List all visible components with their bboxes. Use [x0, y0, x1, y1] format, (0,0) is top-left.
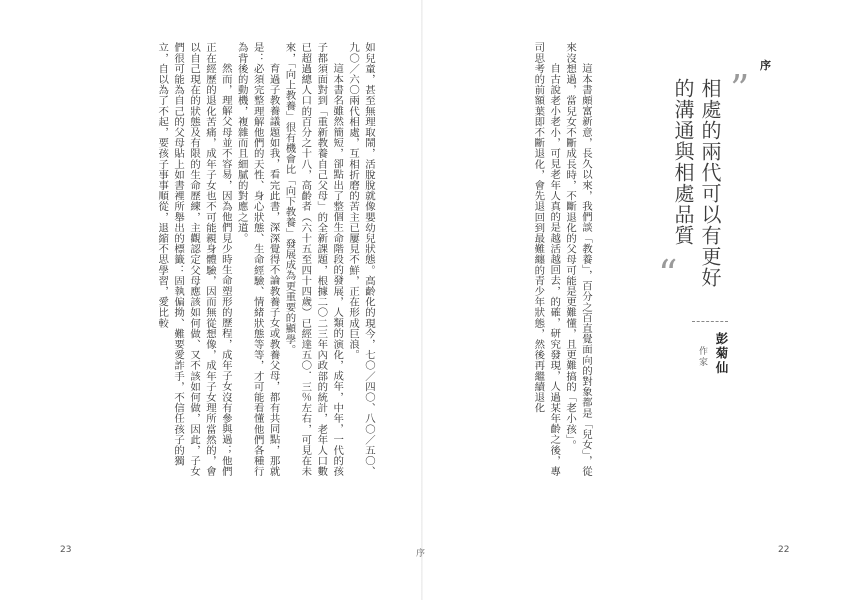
left-footer-title: 序 — [416, 549, 426, 559]
right-page-number: 22 — [778, 545, 790, 555]
right-paragraph-1: 這本書頗富新意，長久以來，我們談「教養」，百分之百直覺面向的對象都是「兒女」，從來沒想過，當兒女不斷成長時，不斷退化的父母可能是更難懂，且更難搞的「老小孩」。 — [564, 42, 592, 477]
pull-quote-title: 相處的兩代可以有更好的溝通與相處品質 — [671, 78, 722, 288]
left-page — [0, 0, 422, 600]
left-page-number: 23 — [60, 545, 72, 555]
left-paragraph-4: 然而，理解父母並不容易，因為他們見少時生命塑形的歷程，成年子女沒有參與過；他們正在經歷的退化苦痛，成年子女也不可能親身體驗，因而無從想像，成年子女理所當然的，會以自己現在的狀態及有限的生命歷練，主觀認定父母應該如何做、又不該如何做，因此，子女們很可能為自己的父母貼上如書裡所舉出的標籤：固執偏拗、難要愛詐手，不信任孩子的獨立，自以為了不起，要孩子事事順從，退縮不思學習，愛比較 — [156, 42, 232, 477]
right-page — [423, 0, 845, 600]
left-paragraph-3: 育過子教養議題如我，看完此書，深深覺得不論教養子女或教養父母，都有共同點，那就是：必須完整理解他們的天性、身心狀態、生命經驗、情緒狀態等等，才可能看懂他們各種行為背後的動機，複雜而且細膩的對應之道。 — [235, 42, 280, 477]
author-name: 彭菊仙 — [714, 332, 729, 376]
close-quote-icon: “ — [658, 252, 678, 296]
left-paragraph-2: 這本書名雖然簡短，卻點出了整個生命階段的發展，人類的演化，成年，中年，一代的孩子都須面對到「重新教養自己父母」的全新課題，根據二〇二三年內政部的統計，老年人口數已超過總人口的百分之十八，高齡者（六十五至四十四歲）已經達五〇．三％左右，可見在未來，「向上教養」很有機會比「向下教養」發展成為更重要的顯學。 — [283, 42, 344, 477]
right-page-body — [529, 42, 593, 482]
author-role: 作家 — [697, 346, 707, 368]
right-paragraph-2: 自古說老小老小，可見老年人真的是越活越回去，的確，研究發現，人過某年齡之後，專司思考的前額葉即不斷退化，會先退回到最難纏的青少年狀態，然後再繼續退化 — [532, 42, 561, 477]
open-quote-icon: ” — [730, 67, 750, 111]
left-paragraph-1: 如兒童，甚至無理取鬧，活脫脫就像嬰幼兒狀態。高齡化的現今，七〇／四〇、八〇／五〇、九〇／六〇兩代相處，互相折磨的苦主已屢見不鮮，正在形成巨浪。 — [347, 42, 375, 477]
left-page-body — [153, 42, 376, 482]
author-divider — [692, 321, 728, 322]
running-title: 序 — [760, 59, 771, 72]
